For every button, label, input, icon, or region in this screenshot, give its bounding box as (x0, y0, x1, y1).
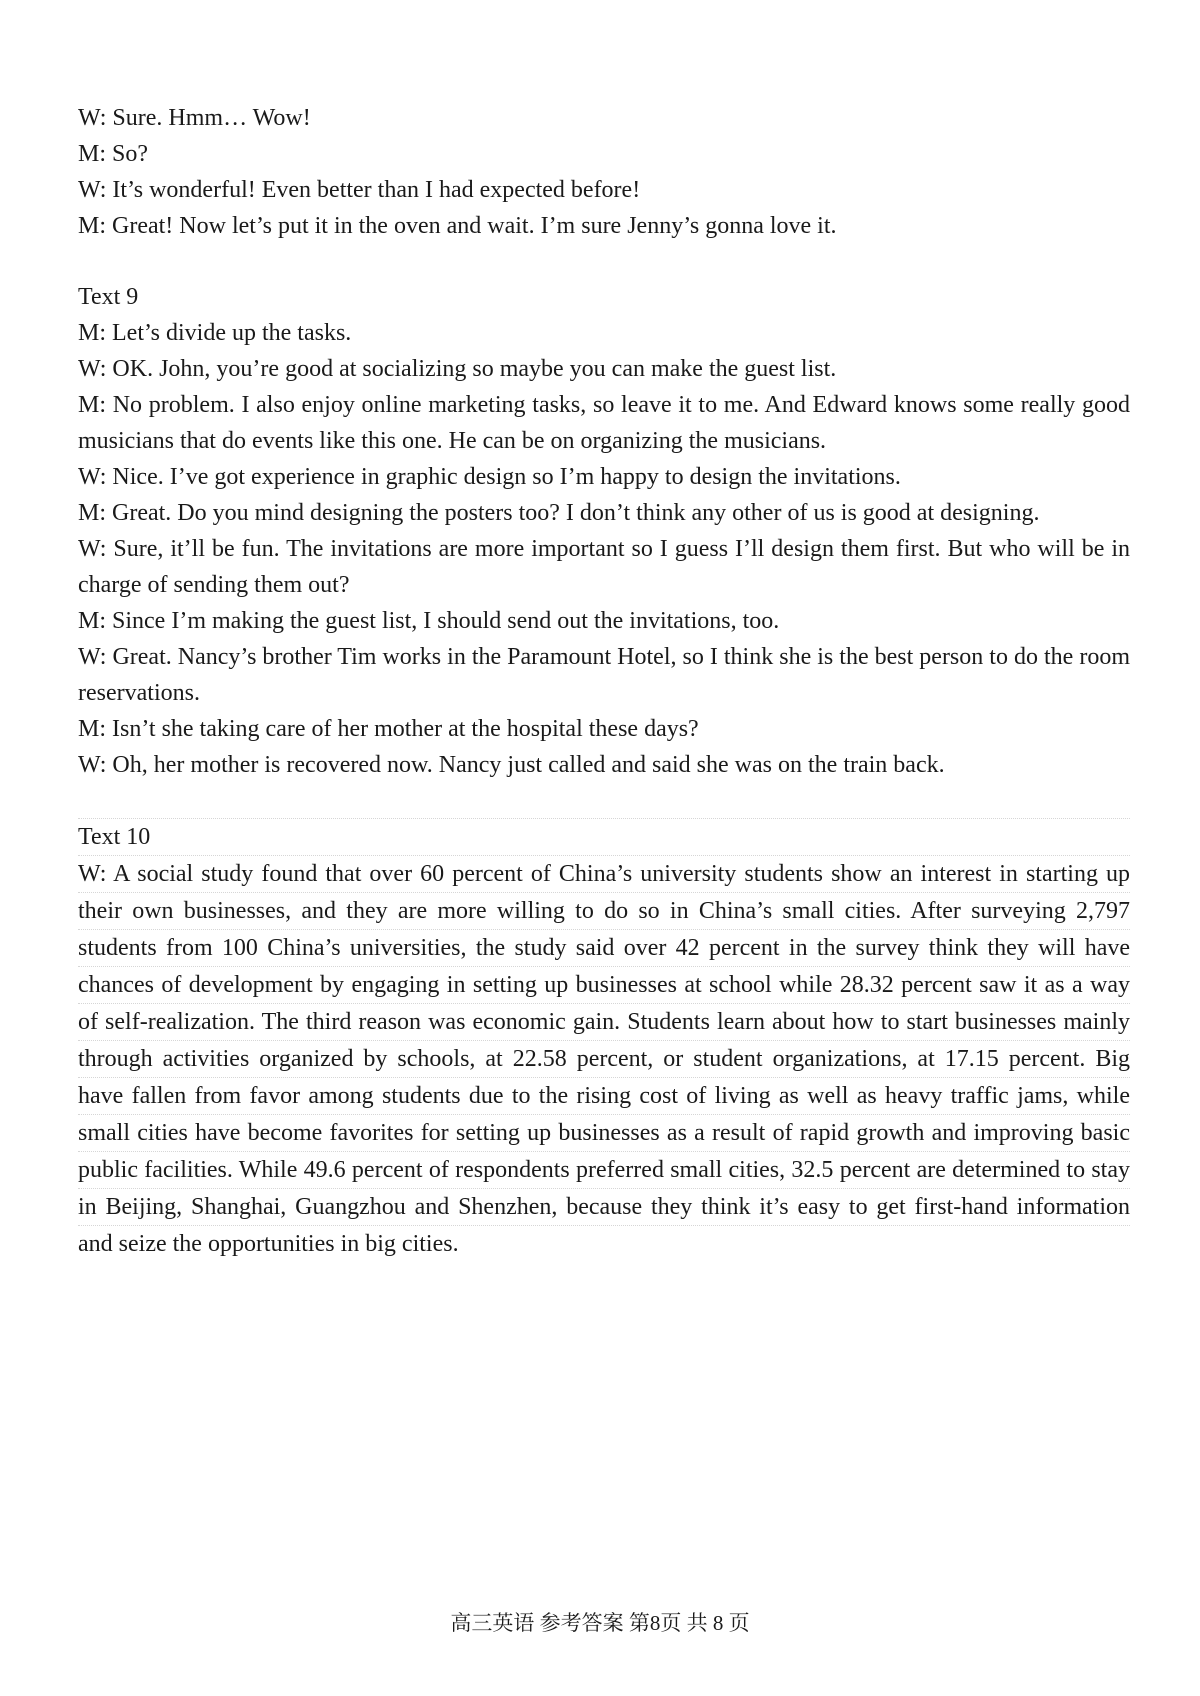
text9-line: M: Isn’t she taking care of her mother at the hospital these days? (78, 716, 699, 742)
text9-line: M: No problem. I also enjoy online marketing tasks, so leave it to me. And Edward knows some really good (78, 392, 1130, 418)
text9-line: reservations. (78, 680, 200, 706)
text10-line: of self-realization. The third reason was economic gain. Students learn about how to start businesses mainly (78, 1004, 1130, 1041)
dialog-line: M: Great! Now let’s put it in the oven and wait. I’m sure Jenny’s gonna love it. (78, 213, 837, 239)
text9-section (78, 279, 1130, 783)
text10-line: their own businesses, and they are more willing to do so in China’s small cities. After surveying 2,797 (78, 893, 1130, 930)
page-footer: 高三英语 参考答案 第8页 共 8 页 (450, 1611, 750, 1635)
text10-line: students from 100 China’s universities, the study said over 42 percent in the survey think they will have (78, 930, 1130, 967)
dialog-line: M: So? (78, 141, 149, 167)
text9-heading: Text 9 (78, 284, 139, 310)
text10-line: in Beijing, Shanghai, Guangzhou and Shenzhen, because they think it’s easy to get first-hand information (78, 1189, 1130, 1226)
dialog-continuation (78, 100, 1130, 244)
section-gap (78, 244, 1130, 279)
document-body (78, 100, 1130, 1262)
text9-line: W: Nice. I’ve got experience in graphic design so I’m happy to design the invitations. (78, 464, 901, 490)
text9-line: musicians that do events like this one. He can be on organizing the musicians. (78, 428, 827, 454)
text10-line: public facilities. While 49.6 percent of respondents preferred small cities, 32.5 percent are determined to stay (78, 1152, 1130, 1189)
text10-line: W: A social study found that over 60 percent of China’s university students show an interest in starting up (78, 856, 1130, 893)
text9-line: W: Great. Nancy’s brother Tim works in the Paramount Hotel, so I think she is the best person to do the room (78, 644, 1130, 670)
text10-line: have fallen from favor among students due to the rising cost of living as well as heavy traffic jams, while (78, 1078, 1130, 1115)
text9-line: W: OK. John, you’re good at socializing so maybe you can make the guest list. (78, 356, 837, 382)
text9-line: M: Since I’m making the guest list, I should send out the invitations, too. (78, 608, 780, 634)
text9-line: M: Let’s divide up the tasks. (78, 320, 352, 346)
text10-line: chances of development by engaging in setting up businesses at school while 28.32 percent saw it as a way (78, 967, 1130, 1004)
text9-line: W: Sure, it’ll be fun. The invitations are more important so I guess I’ll design them first. But who will be in (78, 536, 1130, 562)
section-gap (78, 783, 1130, 818)
text10-section (78, 818, 1130, 1262)
text10-heading: Text 10 (78, 818, 1130, 856)
text9-line: W: Oh, her mother is recovered now. Nancy just called and said she was on the train back. (78, 752, 945, 778)
text9-line: M: Great. Do you mind designing the posters too? I don’t think any other of us is good at designing. (78, 500, 1040, 526)
dialog-line: W: It’s wonderful! Even better than I had expected before! (78, 177, 641, 203)
text9-line: charge of sending them out? (78, 572, 350, 598)
text10-line: small cities have become favorites for setting up businesses as a result of rapid growth and improving basic (78, 1115, 1130, 1152)
dialog-line: W: Sure. Hmm… Wow! (78, 105, 311, 131)
text10-line: and seize the opportunities in big cities. (78, 1231, 459, 1257)
text10-line: through activities organized by schools, at 22.58 percent, or student organizations, at 17.15 percent. Big (78, 1041, 1130, 1078)
